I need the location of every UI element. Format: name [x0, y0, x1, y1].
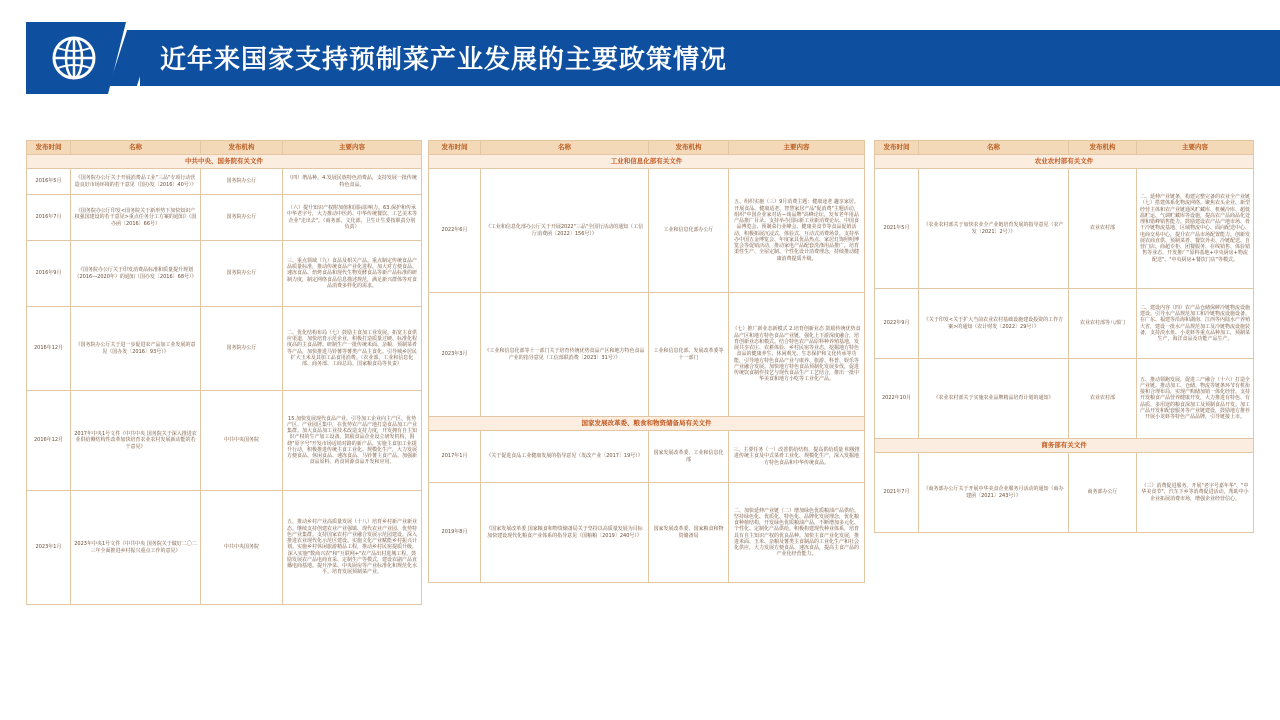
- table-row: [27, 391, 422, 491]
- cell-org: 农业农村部等八部门: [1069, 289, 1137, 359]
- table-row: [27, 241, 422, 307]
- cell-name: 《国务院办公厅印发<国务院关于新形势下加快知识产权强国建设的若干意见>重点任务分工方案的通知》（国办函〔2016〕66号）: [71, 195, 201, 241]
- col-date: 发布时间: [875, 141, 919, 155]
- table-row: [429, 431, 865, 483]
- cell-org: 农业农村部: [1069, 169, 1137, 289]
- cell-date: 2016年12月: [27, 307, 71, 391]
- cell-content: 五、推动乡村产业高质量发展（十八）培育乡村新产业新业态。继续支持创建农业产业强镇、现代农业产业园、优势特色产业集群。支持国家农村产业融合发展示范园建设。深入推进农业现代化示范区建设。实施文化产业赋能乡村振兴计划。实施乡村休闲旅游精品工程，推动乡村民宿提质升级。深入实施"数商兴农"和"互联网+"农产品出村进城工程，鼓励发展农产品电商直采、定制生产等模式，建设农副产品直播电商基地。提升净菜、中央厨房等产业标准化和规范化水平。培育发展预制菜产业。: [283, 491, 422, 605]
- col-date: 发布时间: [429, 141, 481, 155]
- col-content: 主要内容: [729, 141, 865, 155]
- table-row: [27, 491, 422, 605]
- globe-icon: [48, 32, 100, 84]
- section-ndrc: 国家发展改革委、粮食和物资储备局有关文件: [429, 417, 865, 431]
- cell-content: 五、推动领跑发展，促进三产融合（十六）打造全产业链。推动加工、仓储、物流等链条环节有机衔接和合理布局，实现产购储加销一体化经营。支持开发粮食产品营养健康开发，大力推进有特色、有品质、多用途的粮食深加工及预制食品开发。加工产品开发和配套服务等产业链建设，鼓励地方推荐开展小龙虾等特色产品品牌，引导链接上市。: [1137, 359, 1254, 439]
- col-name: 名称: [481, 141, 649, 155]
- cell-name: 2017年中央1号文件《中共中央 国务院关于深入推进农业供给侧结构性改革加快培育农业农村发展新动能的若干意见》: [71, 391, 201, 491]
- cell-org: 中共中央国务院: [201, 491, 283, 605]
- cell-content: （六）提升知识产权附加值和国际影响力。63.保护和传承中华老字号，大力推动中医药、中华传统餐饮、工艺美术等企业"走出去"。（商务部、文化部、卫生计生委按职责分别负责）: [283, 195, 422, 241]
- cell-date: 2021年5月: [875, 169, 919, 289]
- cell-name: 《农业农村部关于实施农业品牌精品培育计划的通知》: [919, 359, 1069, 439]
- policy-table-agriculture-commerce: [874, 140, 1254, 533]
- cell-date: 2021年7月: [875, 453, 919, 533]
- cell-org: 国家发展改革委、工业和信息化部: [649, 431, 729, 483]
- cell-content: （三）消费促进服务。开展"老字号嘉年华"、"中华美食节"、汽车下乡等消费促进活动，帮助中小企业拓展消费市场，增强企业经营信心。: [1137, 453, 1254, 533]
- cell-name: 《国务院办公厅关于进一步促进农产品加工业发展的意见（国办发〔2016〕93号）》: [71, 307, 201, 391]
- cell-name: 《工业和信息化部办公厅关于开展2022"三品"全国行活动的通知（工信厅消费函〔2022〕156号）》: [481, 169, 649, 293]
- table-row: [429, 483, 865, 583]
- table-row: [875, 359, 1254, 439]
- cell-name: 《工业和信息化部等十一部门关于培育传统优势食品产区和地方特色食品产业的指导意见（工信部联消费〔2023〕31号）》: [481, 293, 649, 417]
- table-row: [875, 169, 1254, 289]
- table-row: [27, 169, 422, 195]
- cell-date: 2022年6月: [429, 169, 481, 293]
- col-org: 发布机构: [201, 141, 283, 155]
- cell-name: 《关于印发<关于扩大当前农业农村基础设施建设投资的工作方案>的通知（农计财发〔2022〕29号）》: [919, 289, 1069, 359]
- cell-date: 2016年9月: [27, 241, 71, 307]
- cell-content: 五、组织实施（三）9月消费主题：健康途老 趣享家居。开展食品、健康适老、智慧家居产品"促消费"主题活动，组织"中国企业家对话—谈品牌"高峰论坛，发布老年用品产品推广目录。支持举办国际新工业新消费论坛、中国食品博览会、预制菜行业峰会、健康美食节等食品促销活动，积极拓展沉浸式、体验式、互动式消费场景。支持举办中国五金博览会、年度家具优品热点、家居灯饰照明博览会等促销活动，推动家电产品配套洗涤用品推广，培育柔性生产、全屋定制、个性化设计消费理念，持续推动健康消费提质升级。: [729, 169, 865, 293]
- cell-content: 二、优化结构布局（七）鼓励主食加工业发展。拓宽主食供应渠道，加快培育示范企业，积极打造质量过硬、标准化程度高的主食品牌。研制生产一批传统米面、杂粮、预制菜肴等产品，加快推进马铃薯等薯类产品主食化。引导城乡居民扩大玉米及其加工品食用消费。（农业部、工业和信息化部、商务部、工商总局、国家粮食局等负责）: [283, 307, 422, 391]
- cell-org: 国务院办公厅: [201, 195, 283, 241]
- cell-name: 2023年中央1号文件《中共中央 国务院关于做好二〇二三年全面推进乡村振兴重点工作的意见》: [71, 491, 201, 605]
- policy-table-ministries: [428, 140, 865, 583]
- col-content: 主要内容: [1137, 141, 1254, 155]
- col-content: 主要内容: [283, 141, 422, 155]
- cell-name: 《国家发展改革委 国家粮食和物资储备局关于坚持以高质量发展为目标加快建设现代化粮食产业体系的指导意见（国粮粮〔2019〕240号）》: [481, 483, 649, 583]
- section-central: 中共中央、国务院有关文件: [27, 155, 422, 169]
- table-row: [27, 195, 422, 241]
- cell-name: 《商务部办公厅关于开展中华美食企业服务月活动的通知（商办建函〔2021〕243号）》: [919, 453, 1069, 533]
- table-row: [27, 307, 422, 391]
- cell-org: 工业和信息化部办公厅: [649, 169, 729, 293]
- cell-content: （四）增品种。4.发展民族特色消费品，支持发展一批传统特色食品。: [283, 169, 422, 195]
- cell-org: 国家发展改革委、国家粮食和物资储备局: [649, 483, 729, 583]
- title-banner: [0, 22, 1280, 94]
- col-org: 发布机构: [649, 141, 729, 155]
- cell-content: 二、建设内容（四）农产品仓储保鲜冷链物流设施建设。引导水产品规范加工和冷链物流设施设备。在广东、福建等沿海和湖南、江西等内陆水产养殖大省，建设一批水产品规范加工及冷链物流设施装备，支持淡水鱼、小龙虾等重点品种加工，预制菜生产，海洋食品及功能产品生产。: [1137, 289, 1254, 359]
- col-org: 发布机构: [1069, 141, 1137, 155]
- cell-date: 2023年1月: [27, 491, 71, 605]
- cell-content: 二、延伸产业链条，构建完整完备的农业全产业链（七）搭建体系化物流网络。聚焦农头企业、新型经营主体和农产业链通风贮藏库、机械冷库、超低温贮运、气调贮藏库等设施，提高农产品商品化处理和错峰销售能力。鼓励建设农产品产地市场、骨干冷链物流基地、区域物流中心、面向配送中心、电商交易中心，提升农产品市场配置能力。创新发展农商直供、预制菜肴、餐饮外卖、冷链配送、自营门店、商超专柜、团餐服务、在线销售、体验销售等业态，开发推广"原料基地+中央厨房+物流配送"、"中央厨房+餐饮门店"等模式。: [1137, 169, 1254, 289]
- cell-org: 国务院办公厅: [201, 241, 283, 307]
- col-name: 名称: [71, 141, 201, 155]
- cell-date: 2022年10月: [875, 359, 919, 439]
- cell-date: 2022年9月: [875, 289, 919, 359]
- cell-name: 《关于促进食品工业健康发展的指导意见（发改产业〔2017〕19号）》: [481, 431, 649, 483]
- cell-content: （七）推广新业态新模式 2.培育创新业态 鼓励传统优势食品产区和地方特色食品产业链，强化上下游深度融合，培育创新业态和模式。结合特色农产品原料种养殖基地，发展共享农庄、农耕体验、乡村民宿等业态。挖掘地方特色食品的健康养生、休闲观光、生态保护和文化传承等功能，引导地方特色食品产业与康养、旅游、科普、娱乐等产业融合发展。加快地方特色食品预制化发展步伐，促进传统饮食制作技艺与现代食品生产工艺结合，推出一批中华美食和地方小吃等工业化产品。: [729, 293, 865, 417]
- cell-date: 2016年7月: [27, 195, 71, 241]
- cell-org: 商务部办公厅: [1069, 453, 1137, 533]
- cell-name: 《农业农村部关于加快农业全产业链培育发展的指导意见（农产发〔2021〕2号）》: [919, 169, 1069, 289]
- cell-name: 《国务院办公厅关于开展消费品工业"三品"专项行动营造良好市场环境的若干意见（国办发〔2016〕40号）》: [71, 169, 201, 195]
- cell-org: 中共中央国务院: [201, 391, 283, 491]
- cell-date: 2016年5月: [27, 169, 71, 195]
- cell-org: 农业农村部: [1069, 359, 1137, 439]
- cell-date: 2019年8月: [429, 483, 481, 583]
- page-title: 近年来国家支持预制菜产业发展的主要政策情况: [160, 45, 728, 75]
- table-row: [429, 169, 865, 293]
- cell-org: 国务院办公厅: [201, 307, 283, 391]
- section-miit: 工业和信息化部有关文件: [429, 155, 865, 169]
- cell-org: 工业和信息化部、发展改革委等十一部门: [649, 293, 729, 417]
- cell-date: 2023年3月: [429, 293, 481, 417]
- table-row: [875, 453, 1254, 533]
- cell-name: 《国务院办公厅关于印发消费品标准和质量提升规划（2016—2020年）的通知（国办发〔2016〕68号）》: [71, 241, 201, 307]
- table-row: [875, 289, 1254, 359]
- col-date: 发布时间: [27, 141, 71, 155]
- table-row: [429, 293, 865, 417]
- cell-date: 2016年12月: [27, 391, 71, 491]
- cell-content: 三、主要任务（一）改善供给结构，提高供给质量 积极推进传统主食及中式菜肴工业化、规模化生产，深入发掘地方特色食品和中华传统食品。: [729, 431, 865, 483]
- cell-date: 2017年1月: [429, 431, 481, 483]
- col-name: 名称: [919, 141, 1069, 155]
- cell-content: 三、重点领域（九）食品及相关产品。重点制定传统食品产品质量标准，推动传统食品产业化进程。加大对方便食品、速冻食品、焙烤食品和现代生物发酵食品等新产品标准的研制力度，制定网络食品信息描述规范，满足新兴群体等对食品消费多样化的需求。: [283, 241, 422, 307]
- cell-content: 二、加快延伸产业链（二）增加绿色优质粮油产品供给。坚持绿色化、优质化、特色化、品牌化发展理念，优化粮食种植结构，开发绿色优质粮油产品，不断增加多元化、个性化、定制化产品供给。积极构建现代种业体系，培育具有自主知识产权的优良品种。加快主食产业化发展，推进米面、玉米、杂粮及薯类主食制品的工业化生产和社会化供应，大力发展方便食品、速冻食品，提高主食产品的产业化经营能力。: [729, 483, 865, 583]
- cell-org: 国务院办公厅: [201, 169, 283, 195]
- section-mofcom: 商务部有关文件: [875, 439, 1254, 453]
- section-moa: 农业农村部有关文件: [875, 155, 1254, 169]
- policy-table-central: [26, 140, 422, 605]
- cell-content: 15.加快发展现代食品产业。引导加工企业向主产区、优势产区、产业园区集中，在优势农产品产地打造食品加工产业集群。加大食品加工业技术改造支持力度，开发拥有自主知识产权的生产加工设备。鼓励食品企业设立研发机构，围绕"原字号"开发市场适销对路的新产品。实施主食加工业提升行动，积极推进传统主食工业化、规模化生产，大力发展方便食品、休闲食品、速冻食品、马铃薯主食产品。加强新食品原料、药食同源食品开发和应用。: [283, 391, 422, 491]
